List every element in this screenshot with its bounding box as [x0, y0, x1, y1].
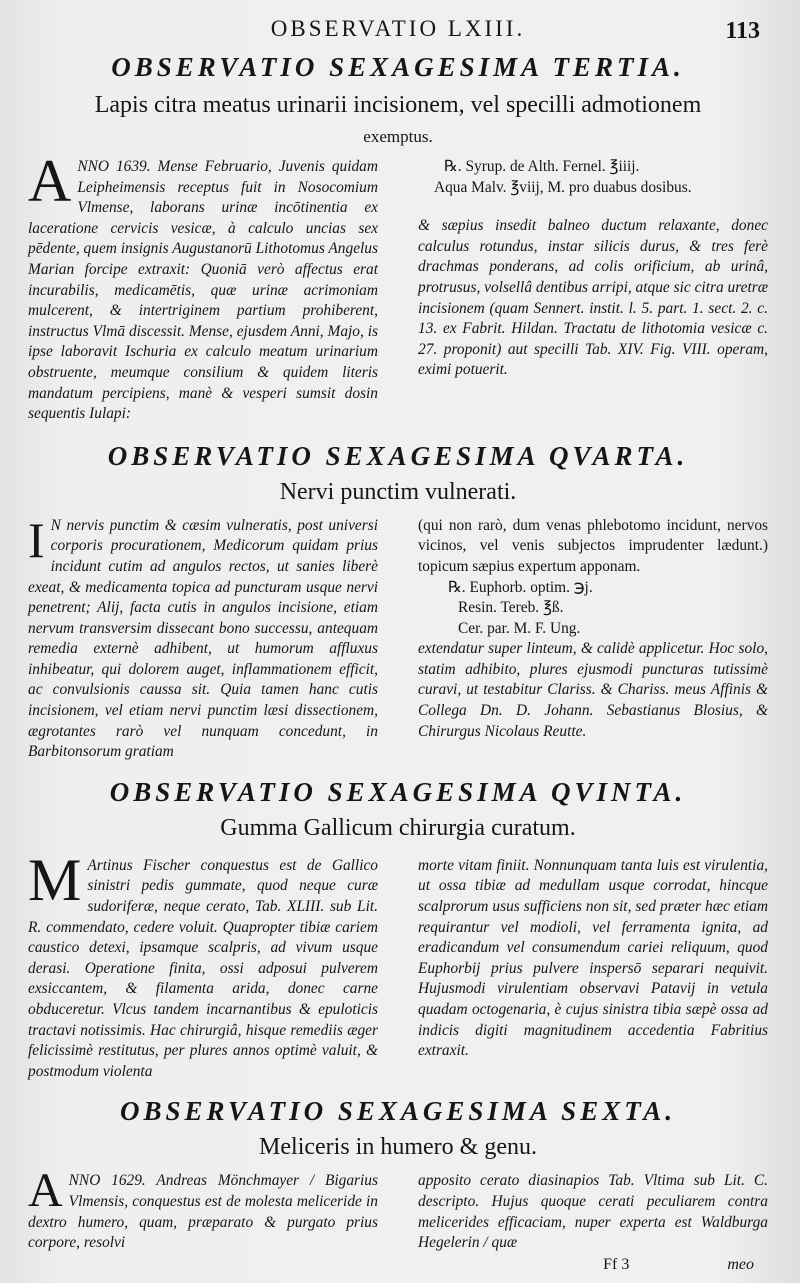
observation-66-left-text: NNO 1629. Andreas Mönchmayer / Bigarius Vlmensis, conquestus est de molesta meliceride in dextro humero, quam, præparato & purgato prius corpore, resolvi [28, 1172, 378, 1252]
prescription-line: Aqua Malv. ℥viij, M. pro duabus dosibus. [434, 178, 692, 196]
page-number: 113 [725, 18, 760, 44]
observation-66-left-column [28, 1164, 378, 1275]
observation-63-right-text: & sæpius insedit balneo ductum relaxante, donec calculus rotundus, instar silicis durus, & tres ferè drachmas ponderans, ad colis orificium, ab urinâ, protrusus, volsellâ dentibus arripi, atque sic citra uretræ incisionem (quam Sennert. instit. l. 5. part. 1. sect. 2. c. 13. ex Fabrit. Hildan. Tractatu de lithotomia vesicæ c. 27. proponit) aut specilli Tab. XIV. Fig. VIII. operam, eximi potuerit. [418, 217, 768, 379]
running-header [28, 16, 768, 52]
catchword: meo [727, 1255, 754, 1273]
observation-63 [28, 52, 768, 425]
drop-cap: A [28, 1164, 63, 1218]
drop-cap: M [28, 846, 82, 913]
observation-63-title: OBSERVATIO SEXAGESIMA TERTIA. [111, 52, 685, 82]
drop-cap: I [28, 511, 45, 568]
prescription-line: ℞. Syrup. de Alth. Fernel. ℥iiij. [444, 158, 640, 175]
observation-64-columns [28, 511, 768, 763]
drop-cap: A [28, 148, 72, 214]
observation-64-right-text: extendatur super linteum, & calidè applicetur. Hoc solo, statim adhibito, plures ejusmodi puncturas tutissimè curavi, ut testabitur Clariss. & Chariss. meus Affinis & Collega Dn. D. Johann. Sebastianus Blosius, & Chirurgus Nicolaus Reutte. [418, 640, 768, 740]
observation-66-subtitle: Meliceris in humero & genu. [259, 1134, 537, 1161]
observation-65 [28, 777, 768, 1083]
observation-66-columns [28, 1164, 768, 1275]
observation-65-left-column [28, 846, 378, 1083]
observation-65-subtitle: Gumma Gallicum chirurgia curatum. [220, 814, 576, 841]
observation-64-subtitle: Nervi punctim vulnerati. [279, 478, 517, 505]
prescription-line: Cer. par. M. F. Ung. [458, 619, 581, 637]
signature-mark: Ff 3 [603, 1255, 630, 1273]
page-footer [418, 1254, 768, 1276]
observation-65-left-text: Artinus Fischer conquestus est de Gallico sinistri pedis gummate, quod neque curæ sudoriferæ, neque cerato, Tab. XLIII. sub Lit. R. commendato, cedere voluit. Quapropter tibiæ cariem caustico detexi, ipsamque scalpris, ad vivum usque derasi. Operatione finita, ossi adposui pulverem exsiccantem, & filamenta arida, donec carne obduceretur. Vlcus tandem incarnantibus & epuloticis tractavi notissimis. Hac chirurgiâ, hisque remediis æger felicissimè restitutus, per plures annos optimè valuit, & postmodum violenta [28, 856, 378, 1080]
observation-63-subtitle: Lapis citra meatus urinarii incisionem, vel specilli admotionem [94, 92, 702, 118]
observation-63-left-column [28, 148, 378, 425]
observation-63-subtitle-cont: exemptus. [363, 127, 433, 146]
observation-66-right-column [418, 1171, 768, 1275]
observation-66-title: OBSERVATIO SEXAGESIMA SEXTA. [120, 1096, 676, 1127]
observation-65-title: OBSERVATIO SEXAGESIMA QVINTA. [109, 776, 687, 807]
observation-64-title: OBSERVATIO SEXAGESIMA QVARTA. [107, 440, 689, 471]
observation-63-right-column [418, 157, 768, 425]
prescription-line: ℞. Euphorb. optim. ℈j. [448, 578, 593, 596]
observation-64-right-intro: (qui non rarò, dum venas phlebotomo incidunt, nervos vicinos, vel venis subjectos imprudenter lædunt.) topicum sæpius expertum apponam. [418, 516, 768, 575]
running-head: OBSERVATIO LXIII. [270, 16, 526, 41]
prescription-line: Resin. Tereb. ℥ß. [458, 599, 564, 617]
observation-64-left-column [28, 511, 378, 763]
observation-66 [28, 1096, 768, 1275]
observation-65-right-text: morte vitam finiit. Nonnunquam tanta luis est virulentia, ut ossa tibiæ ad medullam usque corrodat, hincque scalprorum usus sufficiens non sit, sed præter hæc etiam requirantur vel modioli, vel ferramenta ignita, ad eradicandum vel consumendum cariei reliquum, quod Euphorbij prius pulvere inspersō separari nequivit. Hujusmodi virulentiam observavi Patavij in vetula quadam octogenaria, è cujus sinistra tibia sæpè ossa ad indicis digiti magnitudinem accedentia Fabritius extraxit. [418, 856, 768, 1060]
observation-63-left-text: NNO 1639. Mense Februario, Juvenis quidam Leipheimensis receptus fuit in Nosocomium Vlmense, laborans urinæ incōtinentia ex laceratione cervicis vesicæ, à calculo uncias sex pēdente, quem insignis Augustanorū Lithotomus Angelus Marian forcipe extraxit: Quoniā verò affectus erat incurabilis, medicamētis, quæ urinæ acrimoniam mulcerent, & intertriginem partium prohiberent, instructus Vlmā discessit. Mense, ejusdem Anni, Majo, is ipse laboravit Ischuria ex calculo meatum urinarium obstruente, meumque consilium & quidem literis mandatum percipiens, manè & vesperi sumsit dosin sequentis Iulapi: [28, 158, 378, 423]
observation-65-right-column [418, 856, 768, 1083]
observation-64-right-column [418, 516, 768, 763]
observation-66-right-text: apposito cerato diasinapios Tab. Vltima sub Lit. C. descripto. Hujus quoque cerati peculiarem contra melicerides efficaciam, nuper experta est Waldburga Hegelerin / quæ [418, 1172, 768, 1252]
observation-65-columns [28, 846, 768, 1083]
observation-63-columns [28, 148, 768, 425]
observation-64 [28, 441, 768, 763]
observation-64-left-text: N nervis punctim & cæsim vulneratis, post universi corporis procurationem, Medicorum quidam prius incidunt cutim ad angulos rectos, ut sanies liberè exeat, & medicamenta topica ad puncturam usque nervi penetrent; Alij, facta cutis in angulos incisione, etiam nervum transversim dissecant bono successu, antequam remedia externè adhibent, ut humorum affluxus inhibeatur, qui dolorem auget, inflammationem efficit, ac convulsionis caussa sit. Quia tamen hanc cutis incisionem, vel etiam nervi punctim læsi dissectionem, ægrotantes rarò vel nunquam concedunt, in Barbitonsorum gratiam [28, 516, 378, 761]
